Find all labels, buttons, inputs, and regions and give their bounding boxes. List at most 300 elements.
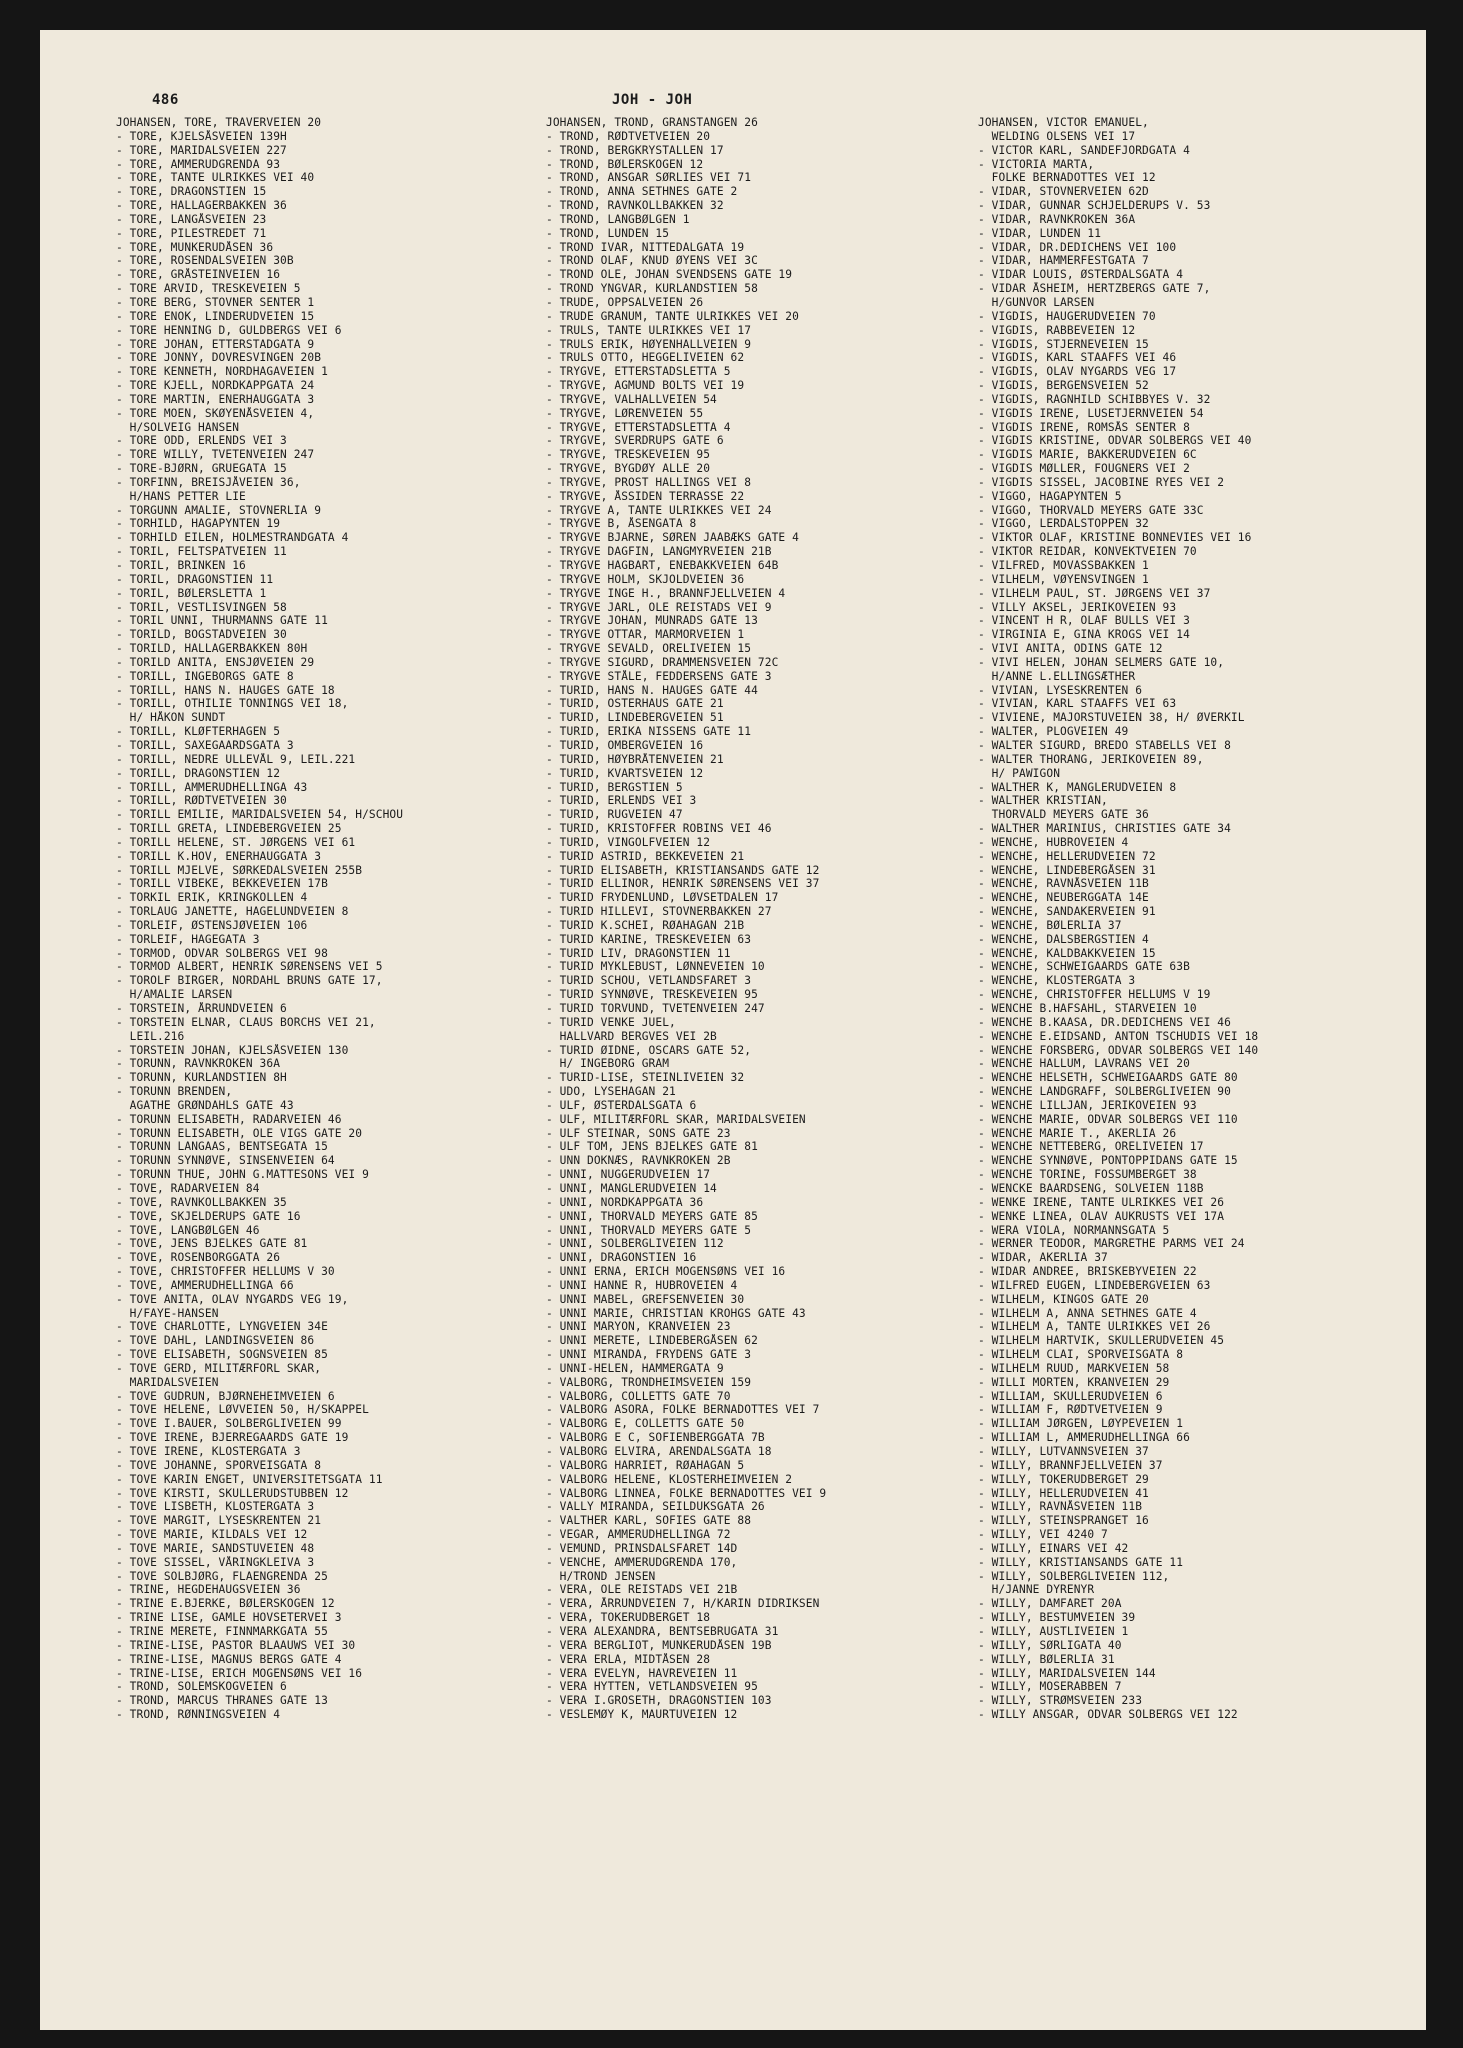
listing-entry: - TRINE MERETE, FINNMARKGATA 55 bbox=[116, 1624, 328, 1638]
listing-entry: - VERA, OLE REISTADS VEI 21B bbox=[546, 1583, 738, 1597]
listing-entry: - TRYGVE OTTAR, MARMORVEIEN 1 bbox=[546, 628, 745, 642]
listing-entry: - WILLY, DAMFARET 20A bbox=[978, 1597, 1122, 1611]
listing-entry: - TURID, KRISTOFFER ROBINS VEI 46 bbox=[546, 822, 772, 836]
listing-entry: - WILLY, SOLBERGLIVEIEN 112, bbox=[978, 1569, 1170, 1583]
listing-entry: - TORILL VIBEKE, BEKKEVEIEN 17B bbox=[116, 877, 328, 891]
listing-entry: - TOVE JOHANNE, SPORVEISGATA 8 bbox=[116, 1458, 322, 1472]
listing-entry: - WILLY, MARIDALSVEIEN 144 bbox=[978, 1666, 1156, 1680]
listing-entry: - VIVI HELEN, JOHAN SELMERS GATE 10, bbox=[978, 655, 1225, 669]
listing-entry: - WILLY, BESTUMVEIEN 39 bbox=[978, 1611, 1136, 1625]
listing-entry: - TOVE SISSEL, VÅRINGKLEIVA 3 bbox=[116, 1555, 315, 1569]
listing-entry: - WILLY, BØLERLIA 31 bbox=[978, 1652, 1115, 1666]
listing-entry: AGATHE GRØNDAHLS GATE 43 bbox=[116, 1098, 294, 1112]
listing-entry: - TORE MARTIN, ENERHAUGGATA 3 bbox=[116, 392, 315, 406]
listing-entry: - TORLAUG JANETTE, HAGELUNDVEIEN 8 bbox=[116, 905, 349, 919]
listing-entry: - TRYGVE, BYGDØY ALLE 20 bbox=[546, 462, 711, 476]
listing-entry: - WILLIAM JØRGEN, LØYPEVEIEN 1 bbox=[978, 1417, 1184, 1431]
listing-entry: - TORGUNN AMALIE, STOVNERLIA 9 bbox=[116, 503, 322, 517]
listing-entry: - WENCHE, KALDBAKKVEIEN 15 bbox=[978, 946, 1156, 960]
listing-entry: - WILLY, KRISTIANSANDS GATE 11 bbox=[978, 1555, 1184, 1569]
listing-entry: - TOVE SOLBJØRG, FLAENGRENDA 25 bbox=[116, 1569, 328, 1583]
listing-entry: - TORE, PILESTREDET 71 bbox=[116, 226, 267, 240]
listing-entry: - VIGDIS, KARL STAAFFS VEI 46 bbox=[978, 351, 1177, 365]
listing-entry: - WILHELM RUUD, MARKVEIEN 58 bbox=[978, 1361, 1170, 1375]
listing-entry: - WILLY, STRØMSVEIEN 233 bbox=[978, 1694, 1143, 1708]
listing-entry: - TROND OLE, JOHAN SVENDSENS GATE 19 bbox=[546, 268, 793, 282]
listing-entry: - TURID TORVUND, TVETENVEIEN 247 bbox=[546, 1002, 765, 1015]
listing-entry: - TORILL, NEDRE ULLEVÅL 9, LEIL.221 bbox=[116, 752, 356, 766]
listing-entry: - WILLY, HELLERUDVEIEN 41 bbox=[978, 1486, 1149, 1500]
listing-entry: - ULF, ØSTERDALSGATA 6 bbox=[546, 1098, 697, 1112]
listing-entry: - VIGDIS, RABBEVEIEN 12 bbox=[978, 323, 1136, 337]
listing-entry: - WENCHE, HELLERUDVEIEN 72 bbox=[978, 849, 1156, 863]
listing-entry: - VERA ALEXANDRA, BENTSEBRUGATA 31 bbox=[546, 1624, 779, 1638]
listing-entry: - TROND OLAF, KNUD ØYENS VEI 3C bbox=[546, 254, 758, 268]
listing-entry: - VICTORIA MARTA, bbox=[978, 157, 1095, 171]
listing-entry: - TORILD, BOGSTADVEIEN 30 bbox=[116, 628, 287, 642]
listing-entry: - VERA EVELYN, HAVREVEIEN 11 bbox=[546, 1666, 738, 1680]
listing-entry: - TORILL K.HOV, ENERHAUGGATA 3 bbox=[116, 849, 322, 863]
listing-entry: - TURID ASTRID, BEKKEVEIEN 21 bbox=[546, 849, 745, 863]
listing-entry: - WILLIAM, SKULLERUDVEIEN 6 bbox=[978, 1389, 1163, 1403]
listing-entry: - WALTER, PLOGVEIEN 49 bbox=[978, 725, 1129, 739]
listing-entry: - TORMOD, ODVAR SOLBERGS VEI 98 bbox=[116, 946, 328, 960]
listing-entry: - TORE KENNETH, NORDHAGAVEIEN 1 bbox=[116, 365, 328, 379]
listing-entry: - VIDAR, DR.DEDICHENS VEI 100 bbox=[978, 240, 1177, 254]
listing-entry: - VIDAR, RAVNKROKEN 36A bbox=[978, 212, 1136, 226]
listing-entry: H/AMALIE LARSEN bbox=[116, 988, 233, 1002]
listing-entry: - VALBORG E, COLLETTS GATE 50 bbox=[546, 1417, 745, 1431]
listing-entry: - TORE, TANTE ULRIKKES VEI 40 bbox=[116, 171, 315, 185]
listing-entry: - WALTHER K, MANGLERUDVEIEN 8 bbox=[978, 780, 1177, 794]
listing-entry: H/GUNVOR LARSEN bbox=[978, 295, 1095, 309]
listing-entry: - VIDAR LOUIS, ØSTERDALSGATA 4 bbox=[978, 268, 1184, 282]
listing-entry: - WENCHE, SANDAKERVEIEN 91 bbox=[978, 905, 1156, 919]
listing-entry: - VIRGINIA E, GINA KROGS VEI 14 bbox=[978, 628, 1190, 642]
listing-entry: - VIGDIS, RAGNHILD SCHIBBYES V. 32 bbox=[978, 392, 1211, 406]
listing-entry: - TORILL MJELVE, SØRKEDALSVEIEN 255B bbox=[116, 863, 363, 877]
listing-entry: - UNNI MARIE, CHRISTIAN KROHGS GATE 43 bbox=[546, 1306, 806, 1320]
listing-entry: - TORLEIF, ØSTENSJØVEIEN 106 bbox=[116, 918, 308, 932]
listing-entry: - VIGDIS MARIE, BAKKERUDVEIEN 6C bbox=[978, 448, 1197, 462]
listing-entry: - UNNI HANNE R, HUBROVEIEN 4 bbox=[546, 1278, 738, 1292]
listing-entry: - WENCHE MARIE T., AKERLIA 26 bbox=[978, 1126, 1177, 1140]
listing-entry: - VIGDIS IRENE, LUSETJERNVEIEN 54 bbox=[978, 406, 1204, 420]
listing-entry: - TOVE MARIE, KILDALS VEI 12 bbox=[116, 1528, 308, 1542]
listing-entry: - VEMUND, PRINSDALSFARET 14D bbox=[546, 1541, 738, 1555]
listing-entry: - WILLY ANSGAR, ODVAR SOLBERGS VEI 122 bbox=[978, 1708, 1238, 1722]
listing-entry: - TURID ELLINOR, HENRIK SØRENSENS VEI 37 bbox=[546, 877, 820, 891]
listing-entry: - TRINE, HEGDEHAUGSVEIEN 36 bbox=[116, 1583, 301, 1597]
listing-entry: - TORUNN THUE, JOHN G.MATTESONS VEI 9 bbox=[116, 1168, 369, 1182]
listing-entry: - WILLY, BRANNFJELLVEIEN 37 bbox=[978, 1458, 1163, 1472]
listing-entry: - TORUNN LANGAAS, BENTSEGATA 15 bbox=[116, 1140, 328, 1154]
listing-entry: - TROND YNGVAR, KURLANDSTIEN 58 bbox=[546, 282, 758, 296]
listing-entry: - VERA ERLA, MIDTÅSEN 28 bbox=[546, 1652, 711, 1666]
listing-entry: - TOVE IRENE, BJERREGAARDS GATE 19 bbox=[116, 1431, 349, 1445]
listing-entry: - TRYGVE, VALHALLVEIEN 54 bbox=[546, 392, 717, 406]
listing-entry: - TOVE, LANGBØLGEN 46 bbox=[116, 1223, 260, 1237]
listing-entry: - VENCHE, AMMERUDGRENDA 170, bbox=[546, 1555, 738, 1569]
listing-entry: - TRYGVE, SVERDRUPS GATE 6 bbox=[546, 434, 724, 448]
listing-entry: - WENCHE, NEUBERGGATA 14E bbox=[978, 891, 1149, 905]
listing-entry: - VERA I.GROSETH, DRAGONSTIEN 103 bbox=[546, 1694, 772, 1708]
listing-entry: - TURID MYKLEBUST, LØNNEVEIEN 10 bbox=[546, 960, 765, 974]
listing-entry: - TRYGVE, PROST HALLINGS VEI 8 bbox=[546, 475, 752, 489]
listing-entry: - TORLEIF, HAGEGATA 3 bbox=[116, 932, 260, 946]
listing-entry: - TURID, HANS N. HAUGES GATE 44 bbox=[546, 683, 758, 697]
listing-entry: - WILLY, LUTVANNSVEIEN 37 bbox=[978, 1445, 1149, 1458]
listing-entry: - TOVE KARIN ENGET, UNIVERSITETSGATA 11 bbox=[116, 1472, 383, 1486]
listing-entry: - WILLIAM F, RØDTVETVEIEN 9 bbox=[978, 1403, 1163, 1417]
listing-entry: - TORILL EMILIE, MARIDALSVEIEN 54, H/SCHOU bbox=[116, 808, 404, 822]
listing-entry: - VALBORG HELENE, KLOSTERHEIMVEIEN 2 bbox=[546, 1472, 793, 1486]
listing-entry: - WENCHE B.HAFSAHL, STARVEIEN 10 bbox=[978, 1002, 1197, 1015]
listing-entry: - UNNI ERNA, ERICH MOGENSØNS VEI 16 bbox=[546, 1265, 786, 1279]
listing-entry: - ULF TOM, JENS BJELKES GATE 81 bbox=[546, 1140, 758, 1154]
listing-entry: - VIVIENE, MAJORSTUVEIEN 38, H/ ØVERKIL bbox=[978, 711, 1245, 725]
listing-entry: - VILLY AKSEL, JERIKOVEIEN 93 bbox=[978, 600, 1177, 614]
listing-entry: - TORUNN, RAVNKROKEN 36A bbox=[116, 1057, 281, 1071]
listing-entry: - VIGDIS MØLLER, FOUGNERS VEI 2 bbox=[978, 462, 1190, 476]
listing-entry: - TORUNN BRENDEN, bbox=[116, 1085, 233, 1099]
listing-column-3 bbox=[978, 116, 1408, 2016]
listing-column-1 bbox=[116, 116, 546, 2016]
listing-entry: - WERNER TEODOR, MARGRETHE PARMS VEI 24 bbox=[978, 1237, 1245, 1251]
listing-entry: - TURID VENKE JUEL, bbox=[546, 1015, 676, 1029]
listing-entry: - TORUNN SYNNØVE, SINSENVEIEN 64 bbox=[116, 1154, 335, 1168]
listing-entry: - VIGGO, LERDALSTOPPEN 32 bbox=[978, 517, 1149, 531]
listing-column-2 bbox=[546, 116, 976, 2016]
listing-entry: H/JANNE DYRENYR bbox=[978, 1583, 1095, 1597]
listing-entry: - VALBORG ASORA, FOLKE BERNADOTTES VEI 7 bbox=[546, 1403, 820, 1417]
listing-entry: - WALTHER KRISTIAN, bbox=[978, 794, 1108, 808]
listing-entry: - TORE, KJELSÅSVEIEN 139H bbox=[116, 129, 287, 143]
listing-entry: H/ INGEBORG GRAM bbox=[546, 1057, 670, 1071]
listing-entry: - TOROLF BIRGER, NORDAHL BRUNS GATE 17, bbox=[116, 974, 383, 988]
listing-entry: - UNNI MIRANDA, FRYDENS GATE 3 bbox=[546, 1348, 752, 1362]
listing-entry: - TOVE CHARLOTTE, LYNGVEIEN 34E bbox=[116, 1320, 328, 1334]
listing-entry: - TRYGVE, ETTERSTADSLETTA 5 bbox=[546, 365, 731, 379]
listing-entry: - TURID, ERLENDS VEI 3 bbox=[546, 794, 697, 808]
listing-entry: - TORE, ROSENDALSVEIEN 30B bbox=[116, 254, 294, 268]
listing-entry: JOHANSEN, TROND, GRANSTANGEN 26 bbox=[546, 116, 758, 129]
listing-entry: - WENCHE NETTEBERG, ORELIVEIEN 17 bbox=[978, 1140, 1204, 1154]
listing-entry: - TORSTEIN, ÅRRUNDVEIEN 6 bbox=[116, 1002, 287, 1015]
listing-entry: - WILLY, EINARS VEI 42 bbox=[978, 1541, 1129, 1555]
listing-entry: - VILHELM, VØYENSVINGEN 1 bbox=[978, 572, 1149, 586]
listing-entry: - TRINE-LISE, ERICH MOGENSØNS VEI 16 bbox=[116, 1666, 363, 1680]
listing-entry: - TURID, ERIKA NISSENS GATE 11 bbox=[546, 725, 752, 739]
listing-entry: - WENCHE, RAVNÅSVEIEN 11B bbox=[978, 877, 1149, 891]
listing-entry: - WENCHE LILLJAN, JERIKOVEIEN 93 bbox=[978, 1098, 1197, 1112]
listing-entry: - TROND, BØLERSKOGEN 12 bbox=[546, 157, 704, 171]
listing-entry: - VESLEMØY K, MAURTUVEIEN 12 bbox=[546, 1708, 738, 1722]
listing-entry: - TURID, OSTERHAUS GATE 21 bbox=[546, 697, 724, 711]
listing-entry: - WILLIAM L, AMMERUDHELLINGA 66 bbox=[978, 1431, 1190, 1445]
listing-entry: - TROND, LUNDEN 15 bbox=[546, 226, 670, 240]
listing-entry: - TORUNN, KURLANDSTIEN 8H bbox=[116, 1071, 287, 1085]
listing-entry: - TROND IVAR, NITTEDALGATA 19 bbox=[546, 240, 745, 254]
listing-entry: - TORILL, HANS N. HAUGES GATE 18 bbox=[116, 683, 335, 697]
listing-entry: - TROND, RØDTVETVEIEN 20 bbox=[546, 129, 711, 143]
listing-entry: - TRULS OTTO, HEGGELIVEIEN 62 bbox=[546, 351, 745, 365]
listing-entry: WELDING OLSENS VEI 17 bbox=[978, 129, 1136, 143]
listing-entry: - TOVE, RADARVEIEN 84 bbox=[116, 1181, 260, 1195]
listing-entry: - VINCENT H R, OLAF BULLS VEI 3 bbox=[978, 614, 1190, 628]
listing-entry: - TOVE GUDRUN, BJØRNEHEIMVEIEN 6 bbox=[116, 1389, 335, 1403]
listing-entry: - TORILD, HALLAGERBAKKEN 80H bbox=[116, 642, 308, 656]
listing-entry: - TORE HENNING D, GULDBERGS VEI 6 bbox=[116, 323, 342, 337]
listing-entry: - TOVE, JENS BJELKES GATE 81 bbox=[116, 1237, 308, 1251]
listing-entry: - TRYGVE A, TANTE ULRIKKES VEI 24 bbox=[546, 503, 772, 517]
listing-entry: - TORIL, BRINKEN 16 bbox=[116, 559, 246, 572]
listing-entry: - TROND, MARCUS THRANES GATE 13 bbox=[116, 1694, 328, 1708]
listing-entry: - VIDAR, GUNNAR SCHJELDERUPS V. 53 bbox=[978, 199, 1211, 213]
listing-entry: - VIDAR ÅSHEIM, HERTZBERGS GATE 7, bbox=[978, 282, 1211, 296]
listing-entry: - UNNI, MANGLERUDVEIEN 14 bbox=[546, 1181, 717, 1195]
listing-entry: - TRINE LISE, GAMLE HOVSETERVEI 3 bbox=[116, 1611, 342, 1625]
listing-entry: THORVALD MEYERS GATE 36 bbox=[978, 808, 1149, 822]
listing-entry: - TRYGVE STÅLE, FEDDERSENS GATE 3 bbox=[546, 669, 772, 683]
listing-entry: - TRULS ERIK, HØYENHALLVEIEN 9 bbox=[546, 337, 752, 351]
listing-entry: - VALBORG, TRONDHEIMSVEIEN 159 bbox=[546, 1375, 752, 1389]
listing-entry: - TORILL, AMMERUDHELLINGA 43 bbox=[116, 780, 308, 794]
listing-entry: - WENCHE E.EIDSAND, ANTON TSCHUDIS VEI 18 bbox=[978, 1029, 1259, 1043]
listing-entry: - WENCKE BAARDSENG, SOLVEIEN 118B bbox=[978, 1181, 1204, 1195]
listing-entry: - UNNI, NORDKAPPGATA 36 bbox=[546, 1195, 704, 1209]
listing-entry: - TORE WILLY, TVETENVEIEN 247 bbox=[116, 448, 315, 462]
listing-entry: - TROND, ANNA SETHNES GATE 2 bbox=[546, 185, 738, 199]
listing-entry: - WILFRED EUGEN, LINDEBERGVEIEN 63 bbox=[978, 1278, 1211, 1292]
listing-entry: - UNNI, DRAGONSTIEN 16 bbox=[546, 1251, 697, 1265]
listing-entry: - TORKIL ERIK, KRINGKOLLEN 4 bbox=[116, 891, 308, 905]
listing-entry: - TURID KARINE, TRESKEVEIEN 63 bbox=[546, 932, 752, 946]
listing-entry: - TRYGVE JARL, OLE REISTADS VEI 9 bbox=[546, 600, 772, 614]
listing-entry: - TORE, MUNKERUDÅSEN 36 bbox=[116, 240, 274, 254]
listing-entry: LEIL.216 bbox=[116, 1029, 185, 1043]
listing-entry: - TORILL, SAXEGAARDSGATA 3 bbox=[116, 738, 294, 752]
listing-entry: - WENCHE, CHRISTOFFER HELLUMS V 19 bbox=[978, 988, 1211, 1002]
listing-entry: - TRYGVE INGE H., BRANNFJELLVEIEN 4 bbox=[546, 586, 786, 600]
listing-entry: - WENCHE FORSBERG, ODVAR SOLBERGS VEI 140 bbox=[978, 1043, 1259, 1057]
listing-entry: - WILHELM A, ANNA SETHNES GATE 4 bbox=[978, 1306, 1197, 1320]
listing-entry: - VILFRED, MOVASSBAKKEN 1 bbox=[978, 559, 1149, 572]
listing-entry: - VALBORG LINNEA, FOLKE BERNADOTTES VEI 9 bbox=[546, 1486, 827, 1500]
listing-entry: - TOVE GERD, MILITÆRFORL SKAR, bbox=[116, 1361, 322, 1375]
listing-entry: - WENCHE, SCHWEIGAARDS GATE 63B bbox=[978, 960, 1190, 974]
listing-entry: - TOVE IRENE, KLOSTERGATA 3 bbox=[116, 1445, 301, 1458]
listing-entry: - TURID ØIDNE, OSCARS GATE 52, bbox=[546, 1043, 752, 1057]
listing-entry: - TOVE MARGIT, LYSESKRENTEN 21 bbox=[116, 1514, 322, 1528]
listing-entry: - TORE MOEN, SKØYENÅSVEIEN 4, bbox=[116, 406, 315, 420]
listing-entry: - VIGDIS, OLAV NYGARDS VEG 17 bbox=[978, 365, 1177, 379]
listing-entry: - WILHELM HARTVIK, SKULLERUDVEIEN 45 bbox=[978, 1334, 1225, 1348]
listing-entry: - TORILL HELENE, ST. JØRGENS VEI 61 bbox=[116, 835, 356, 849]
listing-entry: - TORE KJELL, NORDKAPPGATA 24 bbox=[116, 379, 315, 393]
listing-entry: - TRINE-LISE, PASTOR BLAAUWS VEI 30 bbox=[116, 1638, 356, 1652]
listing-entry: - TROND, RAVNKOLLBAKKEN 32 bbox=[546, 199, 724, 213]
listing-entry: - WENCHE HALLUM, LAVRANS VEI 20 bbox=[978, 1057, 1190, 1071]
listing-entry: - TURID HILLEVI, STOVNERBAKKEN 27 bbox=[546, 905, 772, 919]
listing-entry: - VIVIAN, KARL STAAFFS VEI 63 bbox=[978, 697, 1177, 711]
listing-entry: - TORILL, DRAGONSTIEN 12 bbox=[116, 766, 281, 780]
listing-entry: - TORE ODD, ERLENDS VEI 3 bbox=[116, 434, 287, 448]
listing-entry: - WILLI MORTEN, KRANVEIEN 29 bbox=[978, 1375, 1170, 1389]
listing-entry: - VALLY MIRANDA, SEILDUKSGATA 26 bbox=[546, 1500, 765, 1514]
listing-entry: - TORMOD ALBERT, HENRIK SØRENSENS VEI 5 bbox=[116, 960, 383, 974]
listing-entry: - TORHILD, HAGAPYNTEN 19 bbox=[116, 517, 281, 531]
listing-entry: - UNNI-HELEN, HAMMERGATA 9 bbox=[546, 1361, 724, 1375]
listing-entry: - TORE ARVID, TRESKEVEIEN 5 bbox=[116, 282, 301, 296]
directory-page bbox=[40, 30, 1426, 2030]
listing-entry: - UNNI MERETE, LINDEBERGÅSEN 62 bbox=[546, 1334, 758, 1348]
listing-entry: - TOVE ANITA, OLAV NYGARDS VEG 19, bbox=[116, 1292, 349, 1306]
listing-entry: - WENCHE, DALSBERGSTIEN 4 bbox=[978, 932, 1149, 946]
listing-entry: - WILLY, TOKERUDBERGET 29 bbox=[978, 1472, 1149, 1486]
listing-entry: - TRYGVE, ÅSSIDEN TERRASSE 22 bbox=[546, 489, 745, 503]
listing-entry: - TORILL GRETA, LINDEBERGVEIEN 25 bbox=[116, 822, 342, 836]
listing-entry: - TOVE DAHL, LANDINGSVEIEN 86 bbox=[116, 1334, 315, 1348]
listing-entry: - TOVE KIRSTI, SKULLERUDSTUBBEN 12 bbox=[116, 1486, 349, 1500]
listing-entry: - VALBORG ELVIRA, ARENDALSGATA 18 bbox=[546, 1445, 772, 1458]
listing-entry: - TORILL, INGEBORGS GATE 8 bbox=[116, 669, 294, 683]
listing-entry: - VIGGO, HAGAPYNTEN 5 bbox=[978, 489, 1122, 503]
listing-entry: - TROND, SOLEMSKOGVEIEN 6 bbox=[116, 1680, 287, 1694]
listing-entry: - TORUNN ELISABETH, RADARVEIEN 46 bbox=[116, 1112, 342, 1126]
listing-entry: - VIKTOR REIDAR, KONVEKTVEIEN 70 bbox=[978, 545, 1197, 559]
listing-entry: - WENCHE, BØLERLIA 37 bbox=[978, 918, 1122, 932]
listing-entry: - TURID-LISE, STEINLIVEIEN 32 bbox=[546, 1071, 745, 1085]
listing-entry: - WILLY, VEI 4240 7 bbox=[978, 1528, 1108, 1542]
listing-entry: - UNNI, THORVALD MEYERS GATE 85 bbox=[546, 1209, 758, 1223]
listing-entry: - TURID K.SCHEI, RØAHAGAN 21B bbox=[546, 918, 745, 932]
listing-entry: - WENCHE, LINDEBERGÅSEN 31 bbox=[978, 863, 1156, 877]
listing-entry: - TORE, HALLAGERBAKKEN 36 bbox=[116, 199, 287, 213]
listing-entry: - TORHILD EILEN, HOLMESTRANDGATA 4 bbox=[116, 531, 349, 545]
listing-entry: - TRYGVE HAGBART, ENEBAKKVEIEN 64B bbox=[546, 559, 779, 572]
listing-entry: - TRYGVE DAGFIN, LANGMYRVEIEN 21B bbox=[546, 545, 772, 559]
listing-entry: JOHANSEN, VICTOR EMANUEL, bbox=[978, 116, 1149, 129]
listing-entry: - TROND, ANSGAR SØRLIES VEI 71 bbox=[546, 171, 752, 185]
listing-entry: - TRYGVE BJARNE, SØREN JAABÆKS GATE 4 bbox=[546, 531, 799, 545]
listing-entry: H/HANS PETTER LIE bbox=[116, 489, 246, 503]
listing-entry: - TROND, RØNNINGSVEIEN 4 bbox=[116, 1708, 281, 1722]
listing-entry: - TRYGVE, TRESKEVEIEN 95 bbox=[546, 448, 711, 462]
listing-entry: FOLKE BERNADOTTES VEI 12 bbox=[978, 171, 1156, 185]
listing-entry: - TURID, KVARTSVEIEN 12 bbox=[546, 766, 704, 780]
listing-entry: - TURID SCHOU, VETLANDSFARET 3 bbox=[546, 974, 752, 988]
listing-entry: - WENKE LINEA, OLAV AUKRUSTS VEI 17A bbox=[978, 1209, 1225, 1223]
listing-entry: - TORE ENOK, LINDERUDVEIEN 15 bbox=[116, 309, 315, 323]
listing-entry: - WILLY, RAVNÅSVEIEN 11B bbox=[978, 1500, 1143, 1514]
listing-entry: - TURID, LINDEBERGVEIEN 51 bbox=[546, 711, 724, 725]
listing-entry: - WILLY, AUSTLIVEIEN 1 bbox=[978, 1624, 1129, 1638]
listing-entry: - VIGGO, THORVALD MEYERS GATE 33C bbox=[978, 503, 1204, 517]
listing-entry: - TRINE E.BJERKE, BØLERSKOGEN 12 bbox=[116, 1597, 335, 1611]
listing-entry: - TURID, BERGSTIEN 5 bbox=[546, 780, 683, 794]
listing-entry: - TORIL, BØLERSLETTA 1 bbox=[116, 586, 267, 600]
listing-entry: - TRYGVE, LØRENVEIEN 55 bbox=[546, 406, 704, 420]
listing-entry: - TROND, BERGKRYSTALLEN 17 bbox=[546, 143, 724, 157]
listing-entry: - TOVE, RAVNKOLLBAKKEN 35 bbox=[116, 1195, 287, 1209]
listing-entry: - TORE, GRÅSTEINVEIEN 16 bbox=[116, 268, 281, 282]
listing-entry: - TORSTEIN JOHAN, KJELSÅSVEIEN 130 bbox=[116, 1043, 349, 1057]
listing-entry: - TURID SYNNØVE, TRESKEVEIEN 95 bbox=[546, 988, 758, 1002]
listing-entry: - TOVE, AMMERUDHELLINGA 66 bbox=[116, 1278, 294, 1292]
listing-entry: - WERA VIOLA, NORMANNSGATA 5 bbox=[978, 1223, 1170, 1237]
listing-entry: - VIKTOR OLAF, KRISTINE BONNEVIES VEI 16 bbox=[978, 531, 1252, 545]
listing-entry: - TORUNN ELISABETH, OLE VIGS GATE 20 bbox=[116, 1126, 363, 1140]
listing-entry: - TRYGVE HOLM, SKJOLDVEIEN 36 bbox=[546, 572, 745, 586]
listing-entry: - WILHELM CLAI, SPORVEISGATA 8 bbox=[978, 1348, 1184, 1362]
listing-entry: - TOVE HELENE, LØVVEIEN 50, H/SKAPPEL bbox=[116, 1403, 369, 1417]
listing-entry: - VERA, TOKERUDBERGET 18 bbox=[546, 1611, 711, 1625]
listing-entry: - WILHELM A, TANTE ULRIKKES VEI 26 bbox=[978, 1320, 1211, 1334]
listing-entry: - VALTHER KARL, SOFIES GATE 88 bbox=[546, 1514, 752, 1528]
listing-entry: JOHANSEN, TORE, TRAVERVEIEN 20 bbox=[116, 116, 322, 129]
listing-entry: - TORIL, FELTSPATVEIEN 11 bbox=[116, 545, 287, 559]
listing-entry: H/ HÅKON SUNDT bbox=[116, 711, 226, 725]
listing-entry: - TORILD ANITA, ENSJØVEIEN 29 bbox=[116, 655, 315, 669]
listing-entry: - VIVI ANITA, ODINS GATE 12 bbox=[978, 642, 1163, 656]
listing-entry: - VIGDIS, BERGENSVEIEN 52 bbox=[978, 379, 1149, 393]
listing-entry: - WENCHE MARIE, ODVAR SOLBERGS VEI 110 bbox=[978, 1112, 1238, 1126]
listing-entry: - TORE, MARIDALSVEIEN 227 bbox=[116, 143, 287, 157]
listing-entry: - WILLY, SØRLIGATA 40 bbox=[978, 1638, 1122, 1652]
listing-entry: - TRINE-LISE, MAGNUS BERGS GATE 4 bbox=[116, 1652, 342, 1666]
listing-entry: - TOVE ELISABETH, SOGNSVEIEN 85 bbox=[116, 1348, 328, 1362]
listing-entry: - VIGDIS KRISTINE, ODVAR SOLBERGS VEI 40 bbox=[978, 434, 1252, 448]
listing-entry: H/ PAWIGON bbox=[978, 766, 1061, 780]
listing-entry: HALLVARD BERGVES VEI 2B bbox=[546, 1029, 717, 1043]
listing-entry: - TORIL, DRAGONSTIEN 11 bbox=[116, 572, 274, 586]
listing-entry: - TORILL, OTHILIE TONNINGS VEI 18, bbox=[116, 697, 349, 711]
listing-entry: - TURID FRYDENLUND, LØVSETDALEN 17 bbox=[546, 891, 779, 905]
listing-entry: - TROND, LANGBØLGEN 1 bbox=[546, 212, 690, 226]
listing-entry: - VERA, ÅRRUNDVEIEN 7, H/KARIN DIDRIKSEN bbox=[546, 1597, 820, 1611]
listing-entry: - VIVIAN, LYSESKRENTEN 6 bbox=[978, 683, 1143, 697]
listing-entry: - VALBORG HARRIET, RØAHAGAN 5 bbox=[546, 1458, 745, 1472]
listing-entry: - TRYGVE, ETTERSTADSLETTA 4 bbox=[546, 420, 731, 434]
listing-entry: - TRULS, TANTE ULRIKKES VEI 17 bbox=[546, 323, 752, 337]
listing-entry: - TORE, LANGÅSVEIEN 23 bbox=[116, 212, 267, 226]
listing-entry: - WENCHE HELSETH, SCHWEIGAARDS GATE 80 bbox=[978, 1071, 1238, 1085]
listing-entry: - VIDAR, LUNDEN 11 bbox=[978, 226, 1102, 240]
listing-entry: - ULF, MILITÆRFORL SKAR, MARIDALSVEIEN bbox=[546, 1112, 806, 1126]
listing-entry: - WILHELM, KINGOS GATE 20 bbox=[978, 1292, 1149, 1306]
listing-entry: - UNNI, THORVALD MEYERS GATE 5 bbox=[546, 1223, 752, 1237]
listing-entry: - TRYGVE B, ÅSENGATA 8 bbox=[546, 517, 697, 531]
listing-entry: - UDO, LYSEHAGAN 21 bbox=[546, 1085, 676, 1099]
listing-entry: - VALBORG, COLLETTS GATE 70 bbox=[546, 1389, 731, 1403]
listing-entry: - TORFINN, BREISJÅVEIEN 36, bbox=[116, 475, 301, 489]
listing-entry: - UNN DOKNÆS, RAVNKROKEN 2B bbox=[546, 1154, 731, 1168]
listing-entry: - VERA BERGLIOT, MUNKERUDÅSEN 19B bbox=[546, 1638, 772, 1652]
listing-entry: - UNNI, SOLBERGLIVEIEN 112 bbox=[546, 1237, 724, 1251]
listing-entry: - VIGDIS, HAUGERUDVEIEN 70 bbox=[978, 309, 1156, 323]
listing-entry: - TRYGVE SEVALD, ORELIVEIEN 15 bbox=[546, 642, 752, 656]
listing-entry: - WENCHE SYNNØVE, PONTOPPIDANS GATE 15 bbox=[978, 1154, 1238, 1168]
listing-entry: - TURID, OMBERGVEIEN 16 bbox=[546, 738, 704, 752]
listing-entry: - VEGAR, AMMERUDHELLINGA 72 bbox=[546, 1528, 731, 1542]
listing-entry: - VIDAR, STOVNERVEIEN 62D bbox=[978, 185, 1149, 199]
listing-entry: - TORIL UNNI, THURMANNS GATE 11 bbox=[116, 614, 328, 628]
listing-entry: - TOVE, CHRISTOFFER HELLUMS V 30 bbox=[116, 1265, 335, 1279]
listing-entry: - WILLY, MOSERABBEN 7 bbox=[978, 1680, 1122, 1694]
listing-entry: - TOVE, SKJELDERUPS GATE 16 bbox=[116, 1209, 301, 1223]
listing-entry: - TRYGVE SIGURD, DRAMMENSVEIEN 72C bbox=[546, 655, 779, 669]
